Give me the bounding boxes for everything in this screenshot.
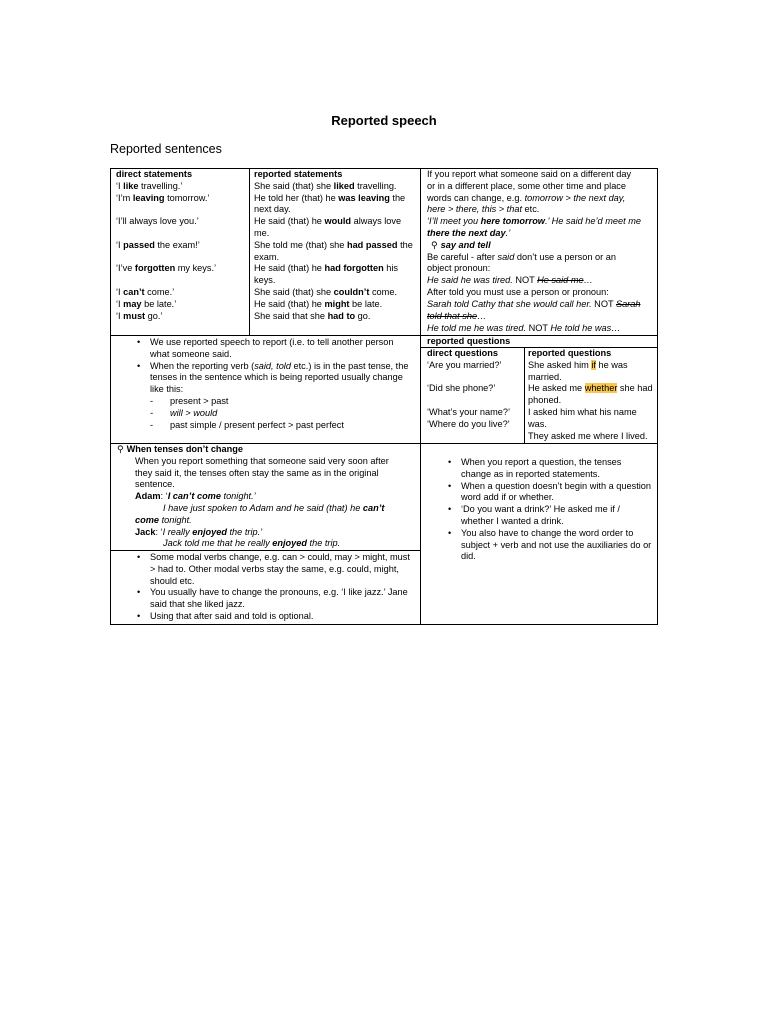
list-item: • ‘Do you want a drink?’ He asked me if / whether I wanted a drink. xyxy=(461,504,653,528)
key-icon: ⚲ xyxy=(117,444,124,454)
direct-statements-header: direct statements xyxy=(116,169,193,179)
direct-statement-6: ‘I can’t come.’ xyxy=(116,286,175,297)
direct-statements-column xyxy=(116,169,248,322)
reported-question-2: He asked me whether she had phoned. xyxy=(528,383,653,406)
tenses-section: ⚲ When tenses don’t change When you report something that someone said very soon after they said it, the tenses often stay the same as in the original sentence. Adam: ‘I can’t come tonight.’ I have just spoken to Adam and he said (that) he can’t come tonight. Jack: ‘I really enjoyed the trip.’ Jack told me that he really enjoyed the trip. xyxy=(117,444,415,550)
reported-question-1: She asked him if he was married. xyxy=(528,359,628,382)
direct-questions-column xyxy=(427,348,523,431)
list-item: • When you report a question, the tenses change as in reported statements. xyxy=(461,457,653,481)
reported-statements-header: reported statements xyxy=(254,169,343,179)
direct-statement-1: ‘I like travelling.’ xyxy=(116,180,183,191)
usage-bullets xyxy=(112,337,412,431)
reported-statements-column xyxy=(254,169,418,322)
direct-statement-2: ‘I’m leaving tomorrow.’ xyxy=(116,192,210,203)
reported-questions-header: reported questions xyxy=(528,348,612,358)
list-item: • Some modal verbs change, e.g. can > could, may > might, must > had to. Other modal verbs stay the same, e.g. could, might, should etc. xyxy=(150,552,414,587)
direct-statement-8: ‘I must go.’ xyxy=(116,310,163,321)
direct-question-1: ‘Are you married?’ xyxy=(427,359,502,370)
list-item: - present > past xyxy=(170,396,412,408)
reported-questions-column xyxy=(528,348,656,442)
reported-statement-5: He said (that) he had forgotten his keys. xyxy=(254,263,398,286)
time-place-note: If you report what someone said on a different day or in a different place, some other time and place words can change, e.g. tomorrow > the next day, here > there, this > that etc. ‘I’ll meet you here tomorrow.’ He said he’d meet me there the next day.’ ⚲ say and tell Be careful - after said don’t use a person or an object pronoun: He said he was tired. NOT He said me… After told you must use a person or pronoun: Sarah told Cathy that she would call her. NOT Sarah told that she… He told me he was tired. NOT He told he was… xyxy=(427,169,655,335)
section-subtitle: Reported sentences xyxy=(110,142,222,156)
misc-bullets xyxy=(112,552,414,623)
direct-questions-header: direct questions xyxy=(427,348,498,358)
reported-statement-4: She told me (that) she had passed the exam. xyxy=(254,239,413,262)
say-tell-heading: ⚲ say and tell xyxy=(431,239,491,250)
direct-statement-4: ‘I passed the exam!’ xyxy=(116,239,200,250)
direct-question-3: ‘What’s your name?’ xyxy=(427,406,511,417)
list-item: - past simple / present perfect > past perfect xyxy=(170,420,412,432)
reported-statement-6: She said (that) she couldn’t come. xyxy=(254,286,397,297)
reported-question-3: I asked him what his name was. xyxy=(528,406,637,429)
list-item: • You usually have to change the pronouns, e.g. ‘I like jazz.’ Jane said that she liked jazz. xyxy=(150,587,414,611)
page-title: Reported speech xyxy=(331,113,437,128)
direct-statement-5: ‘I’ve forgotten my keys.’ xyxy=(116,263,217,274)
question-bullets xyxy=(423,457,653,563)
reported-statement-8: She said that she had to go. xyxy=(254,310,371,321)
list-item: • When the reporting verb (said, told etc.) is in the past tense, the tenses in the sentence which is being reported usually change like this: - present > past - will > would - past simple / present perfect > past perfect xyxy=(150,361,412,432)
key-icon: ⚲ xyxy=(431,239,438,250)
direct-statement-7: ‘I may be late.’ xyxy=(116,298,177,309)
list-item: - will > would xyxy=(170,408,412,420)
direct-statement-3: ‘I’ll always love you.’ xyxy=(116,216,199,227)
list-item: • When a question doesn’t begin with a question word add if or whether. xyxy=(461,481,653,505)
reported-statement-3: He said (that) he would always love me. xyxy=(254,216,402,238)
reported-statement-1: She said (that) she liked travelling. xyxy=(254,180,397,191)
tenses-heading: ⚲ When tenses don’t change xyxy=(117,444,243,454)
direct-question-4: ‘Where do you live?’ xyxy=(427,418,510,429)
reported-question-4: They asked me where I lived. xyxy=(528,430,648,441)
list-item: • You also have to change the word order to subject + verb and not use the auxiliaries do or did. xyxy=(461,528,653,563)
direct-question-2: ‘Did she phone?’ xyxy=(427,383,496,394)
list-item: • We use reported speech to report (i.e. to tell another person what someone said. xyxy=(150,337,412,361)
reported-questions-title: reported questions xyxy=(427,336,511,346)
reported-statement-2: He told her (that) he was leaving the next day. xyxy=(254,192,406,215)
list-item: • Using that after said and told is optional. xyxy=(150,611,414,623)
reported-statement-7: He said (that) he might be late. xyxy=(254,298,383,309)
